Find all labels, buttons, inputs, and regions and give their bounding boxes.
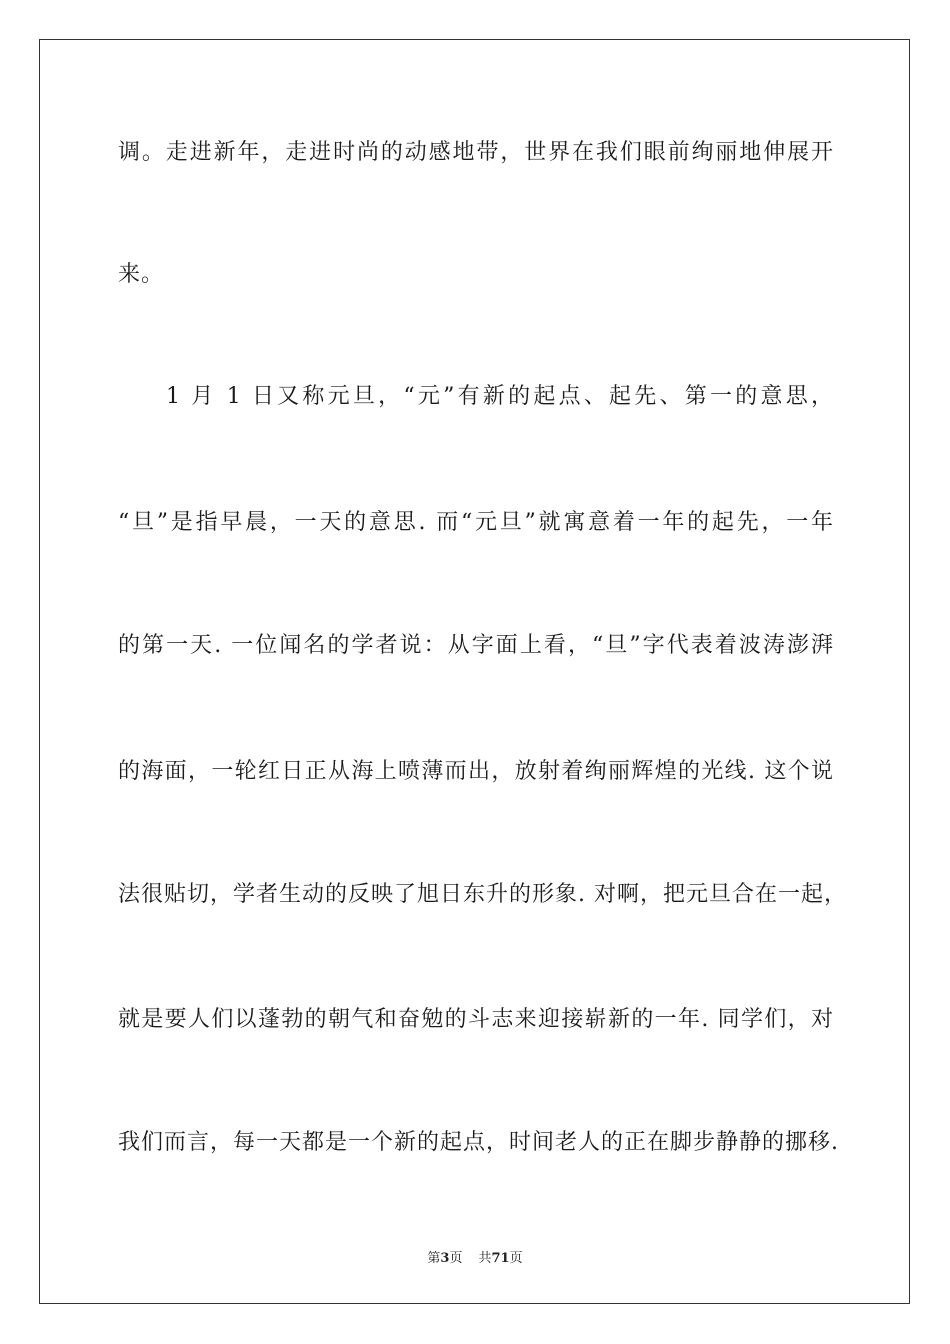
text-line-1: 调。走进新年，走进时尚的动感地带，世界在我们眼前绚丽地伸展开 <box>118 140 834 165</box>
footer-total-suffix: 页 <box>509 1251 523 1266</box>
text-line-3: 1 月 1 日又称元旦，“元”有新的起点、起先、第一的意思， <box>166 384 834 409</box>
footer-total-pages: 71 <box>491 1251 510 1266</box>
footer-page-prefix: 第 <box>427 1251 441 1266</box>
footer-page-suffix: 页 <box>449 1251 463 1266</box>
page-border <box>39 39 910 1304</box>
text-line-7: 法很贴切，学者生动的反映了旭日东升的形象. 对啊，把元旦合在一起， <box>118 882 847 907</box>
text-line-4: “旦”是指早晨，一天的意思. 而“元旦”就寓意着一年的起先，一年 <box>118 510 834 535</box>
text-line-2: 来。 <box>118 262 165 287</box>
text-line-6: 的海面，一轮红日正从海上喷薄而出，放射着绚丽辉煌的光线. 这个说 <box>118 759 834 784</box>
footer-page-number: 3 <box>440 1251 450 1266</box>
text-line-5: 的第一天. 一位闻名的学者说：从字面上看，“旦”字代表着波涛澎湃 <box>118 633 834 658</box>
footer-total-prefix: 共 <box>478 1251 492 1266</box>
text-line-8: 就是要人们以蓬勃的朝气和奋勉的斗志来迎接崭新的一年. 同学们，对 <box>118 1007 834 1032</box>
text-line-9: 我们而言，每一天都是一个新的起点，时间老人的正在脚步静静的挪移. <box>118 1130 839 1155</box>
page-footer <box>0 1247 950 1266</box>
